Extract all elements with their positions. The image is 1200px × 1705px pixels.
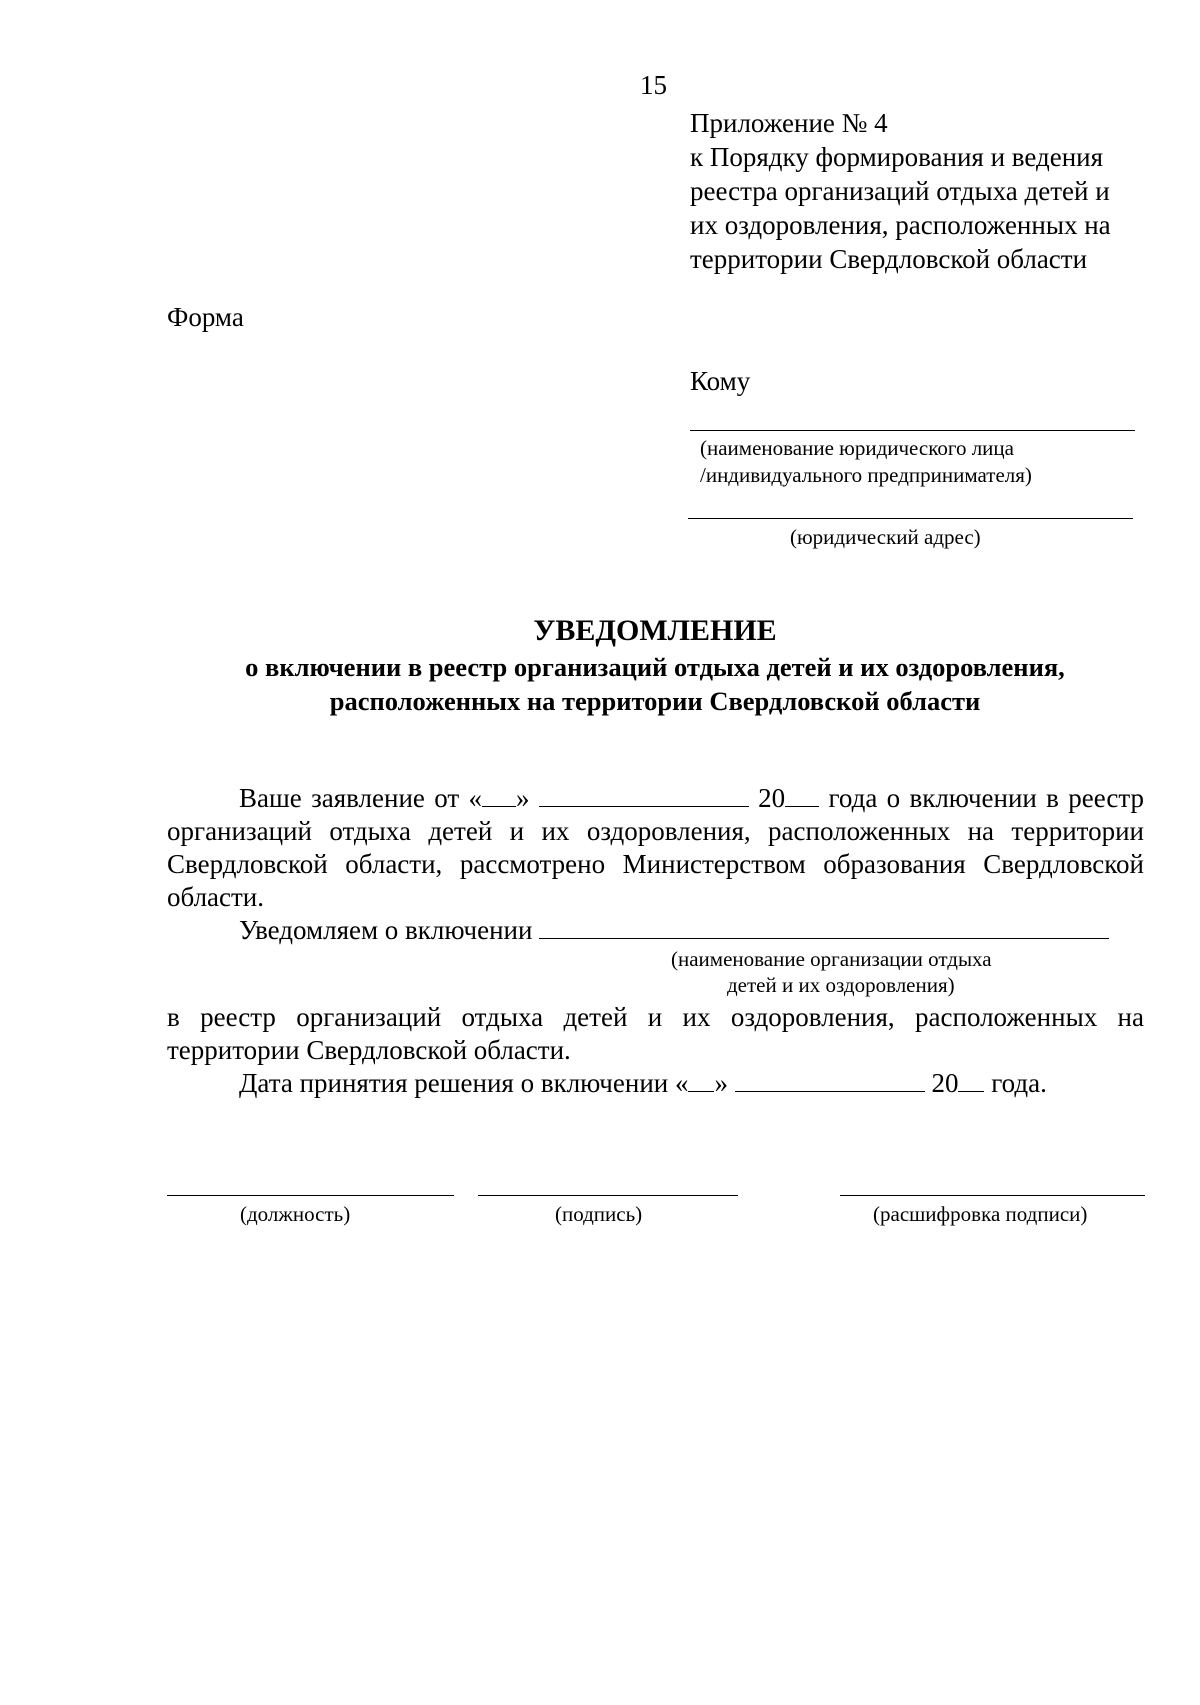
title-main: УВЕДОМЛЕНИЕ (533, 614, 777, 647)
organization-caption (167, 947, 1144, 1001)
text: Уведомляем о включении (239, 915, 533, 945)
year-blank (958, 1067, 984, 1092)
organization-blank (539, 914, 1109, 939)
caption-line: детей и их оздоровления) (727, 973, 955, 997)
year-blank (785, 782, 819, 807)
appendix-line: к Порядку формирования и ведения (690, 142, 1104, 172)
recipient-name-caption: /индивидуального предпринимателя) (700, 463, 1032, 487)
recipient-address-line (688, 518, 1133, 519)
title-subtitle: о включении в реестр организаций отдыха детей и их оздоровления, (245, 652, 1065, 682)
to-label: Кому (690, 366, 751, 396)
text: Ваше заявление от « (239, 783, 482, 813)
day-blank (688, 1067, 714, 1092)
paragraph-notify (167, 914, 1144, 947)
recipient-name-caption: (наименование юридического лица (700, 436, 1014, 460)
form-label: Форма (167, 302, 244, 332)
text: » (714, 1068, 728, 1098)
document-body (167, 782, 1144, 1100)
month-blank (539, 782, 749, 807)
appendix-line: реестра организаций отдыха детей и (690, 176, 1110, 206)
title-subtitle: расположенных на территории Свердловской области (329, 686, 981, 716)
signature-caption: (подпись) (555, 1202, 643, 1226)
appendix-line: территории Свердловской области (690, 244, 1088, 274)
text: года о включении в реестр организаций отдыха детей и их оздоровления, расположенных на территории Свердловской области, рассмотрено Министерством образования Свердловской области. (167, 783, 1145, 912)
appendix-line: их оздоровления, расположенных на (690, 210, 1111, 240)
signature-line (478, 1195, 738, 1196)
text: Дата принятия решения о включении « (239, 1068, 689, 1098)
text: » (515, 783, 530, 813)
caption-line: (наименование организации отдыха (671, 947, 992, 971)
day-blank (482, 782, 516, 807)
text: года. (991, 1068, 1047, 1098)
recipient-address-caption: (юридический адрес) (790, 525, 981, 549)
position-line (167, 1195, 454, 1196)
text: 20 (758, 783, 786, 813)
position-caption: (должность) (240, 1202, 351, 1226)
decryption-caption: (расшифровка подписи) (873, 1202, 1088, 1226)
page-number: 15 (640, 70, 667, 100)
paragraph-application (167, 782, 1144, 914)
appendix-header (690, 106, 1160, 276)
document-title (160, 612, 1150, 718)
paragraph-decision-date (167, 1067, 1144, 1100)
text: 20 (931, 1068, 959, 1098)
appendix-line: Приложение № 4 (690, 108, 888, 138)
decryption-line (840, 1195, 1145, 1196)
month-blank (735, 1067, 925, 1092)
paragraph-registry: в реестр организаций отдыха детей и их оздоровления, расположенных на территории Свердловской области. (167, 1002, 1144, 1065)
recipient-name-line (690, 430, 1135, 431)
